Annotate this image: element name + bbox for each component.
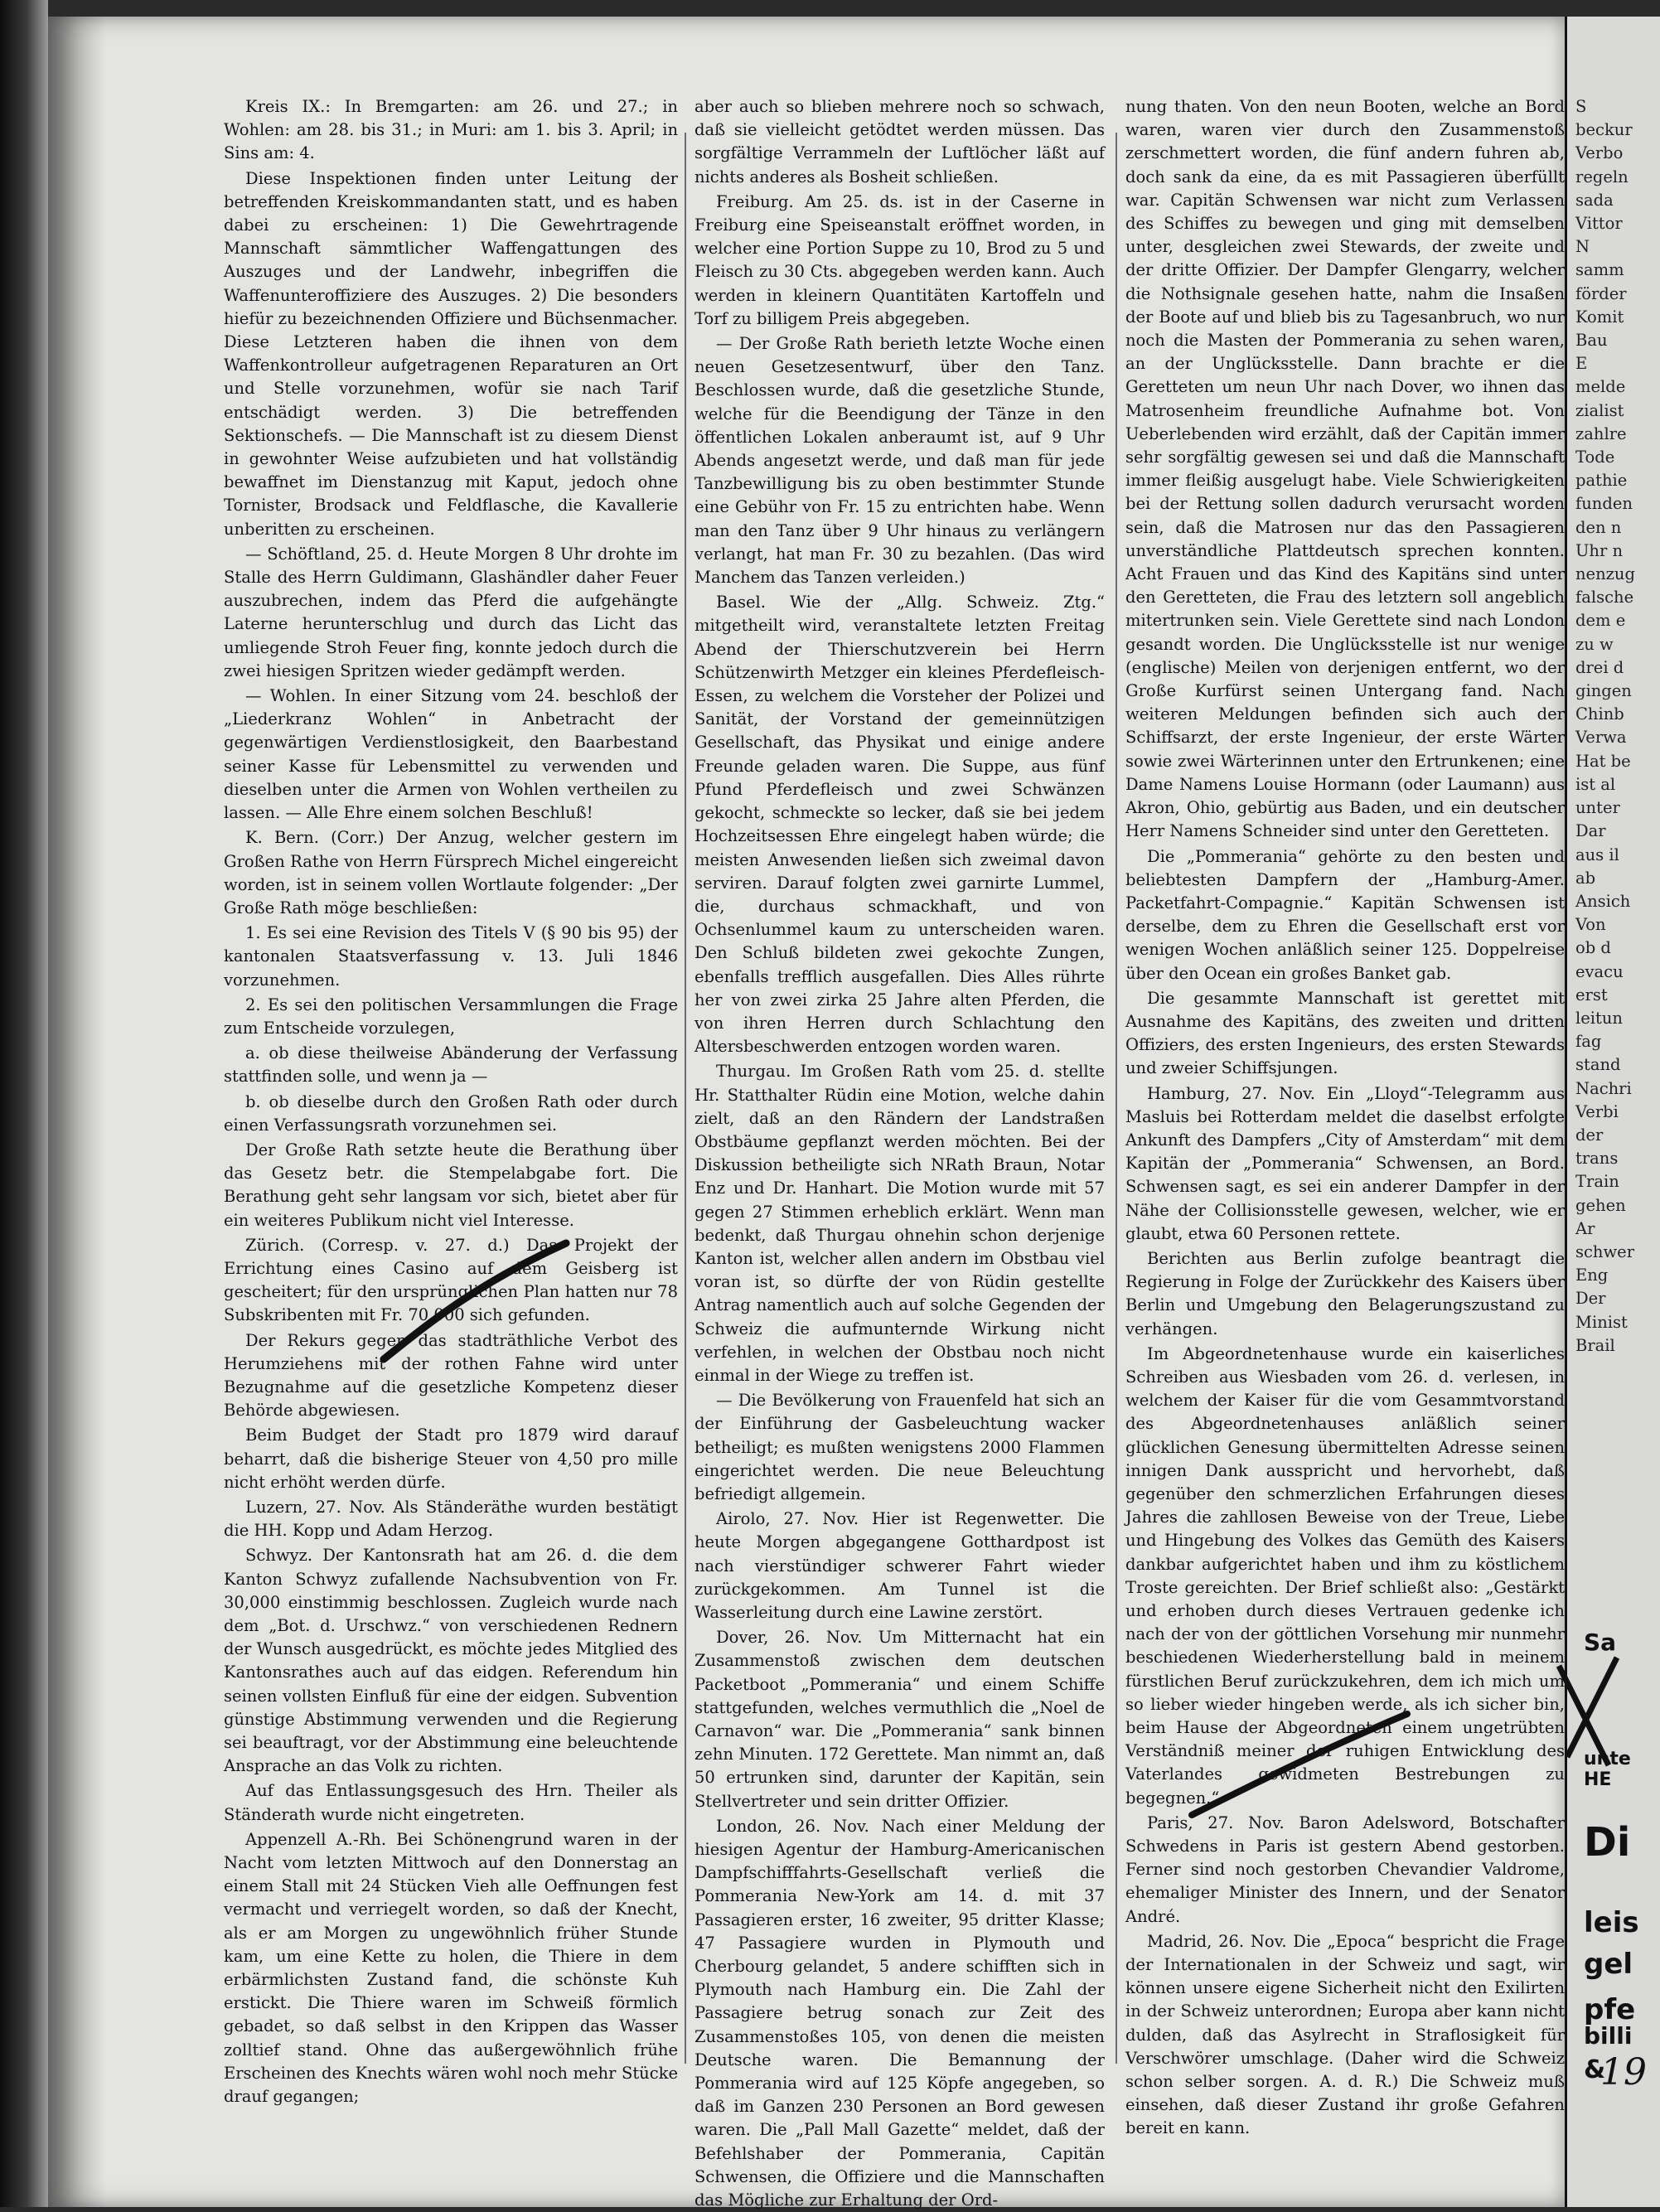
article-paragraph: Madrid, 26. Nov. Die „Epoca“ bespricht die Frage der Internationalen in der Schweiz und sagt, wir können unsere eigene Sicherheit nicht den Exilirten in der Schweiz unterordnen; Europa aber kann nicht dulden, daß das Asylrecht in Straflosigkeit für Verschwörer umschlage. (Daher wird die Schweiz schon selber sorgen. A. d. R.) Die Schweiz muß einsehen, daß dieser Zustand ihr große Gefahren bereit en kann. bbox=[1125, 1931, 1565, 2138]
article-paragraph: Luzern, 27. Nov. Als Ständeräthe wurden bestätigt die HH. Kopp und Adam Herzog. bbox=[224, 1497, 678, 1541]
article-paragraph: Kreis IX.: In Bremgarten: am 26. und 27.; in Wohlen: am 28. bis 31.; in Muri: am 1. bis 3. April; in Sins am: 4. bbox=[224, 97, 678, 163]
adjacent-text-fragment: zu w bbox=[1575, 634, 1614, 654]
adjacent-text-fragment: Dar bbox=[1575, 821, 1606, 841]
adjacent-text-fragment: leitun bbox=[1575, 1008, 1623, 1028]
adjacent-advert-fragment: & bbox=[1584, 2055, 1606, 2084]
article-paragraph: Schwyz. Der Kantonsrath hat am 26. d. die dem Kanton Schwyz zufallende Nachsubvention von Fr. 30,000 einstimmig beschlossen. Zugleich wurde nach dem „Bot. d. Urschwz.“ von verschiedenen Rednern der Wunsch ausgedrückt, es möchte jedes Mitglied des Kantonsrathes auch auf das eidgen. Referendum hin seinen vollsten Einfluß für eine der eidgen. Subvention günstige Abstimmung verwenden und die Regierung sei beauftragt, vor der Abstimmung eine beleuchtende Ansprache an das Volk zu richten. bbox=[224, 1546, 678, 1776]
article-paragraph: 1. Es sei eine Revision des Titels V (§ 90 bis 95) der kantonalen Staatsverfassung v. 13. Juli 1846 vorzunehmen. bbox=[224, 923, 678, 990]
article-paragraph: — Der Große Rath berieth letzte Woche einen neuen Gesetzesentwurf, über den Tanz. Beschlossen wurde, daß die gesetzliche Stunde, welche für die Beendigung der Tänze in den öffentlichen Lokalen anberaumt ist, auf 9 Uhr Abends angesetzt werde, und daß man für jede Tanzbewilligung bis zu oben bestimmter Stunde eine Gebühr von Fr. 15 zu entrichten habe. Wenn man den Tanz über 9 Uhr hinaus zu verlängern verlangt, hat man Fr. 30 zu bezahlen. (Das wird Manchem das Tanzen verleiden.) bbox=[694, 334, 1105, 588]
adjacent-text-fragment: Tode bbox=[1575, 448, 1615, 467]
article-paragraph: aber auch so blieben mehrere noch so schwach, daß sie vielleicht getödtet werden müssen. Das sorgfältige Verrammeln der Luftlöcher läßt auf nichts anderes als Bosheit schließen. bbox=[694, 97, 1105, 186]
adjacent-text-fragment: E bbox=[1575, 354, 1588, 374]
adjacent-text-fragment: den n bbox=[1575, 517, 1622, 537]
adjacent-text-fragment: melde bbox=[1575, 377, 1626, 397]
article-paragraph: Zürich. (Corresp. v. 27. d.) Das Projekt der Errichtung eines Casino auf dem Geisberg ist gescheitert; für den ursprünglichen Plan hatten nur 78 Subskribenten mit Fr. 70,000 sich gefunden. bbox=[224, 1235, 678, 1325]
handwritten-note: 19 bbox=[1600, 2051, 1647, 2093]
article-paragraph: Dover, 26. Nov. Um Mitternacht hat ein Zusammenstoß zwischen dem deutschen Packetboot „Pommerania“ und einem Schiffe stattgefunden, welches vermuthlich die „Noel de Carnavon“ war. Die „Pommerania“ sank binnen zehn Minuten. 172 Gerettete. Man nimmt an, daß 50 ertrunken sind, darunter der Kapitän, sein Stellvertreter und sein dritter Offizier. bbox=[694, 1628, 1105, 1811]
adjacent-text-fragment: Chinb bbox=[1575, 704, 1624, 724]
article-paragraph: Im Abgeordnetenhause wurde ein kaiserliches Schreiben aus Wiesbaden vom 26. d. verlesen, in welchem der Kaiser für die vom Gesammtvorstand des Abgeordnetenhauses anläßlich seiner glücklichen Genesung übermittelten Adresse seinen innigen Dank ausspricht und hervorhebt, daß gegenüber den schmerzlichen Erfahrungen dieses Jahres die zahllosen Beweise von der Treue, Liebe und Hingebung des Volkes das Gemüth des Kaisers dankbar aufgerichtet haben und ihm zu köstlichem Troste gereichten. Der Brief schließt also: „Gestärkt und erhoben durch dieses Vertrauen gedenke ich nach der von der göttlichen Vorsehung mir nunmehr beschiedenen Wiederherstellung bald in meinem fürstlichen Beruf zurückzukehren, dem ich mich um so lieber wieder hingeben werde, als ich sicher bin, beim Hause der Abgeordneten einem ungetrübten Verständniß meiner der ruhigen Entwicklung des Vaterlandes gewidmeten Bestrebungen zu begegnen.“ bbox=[1125, 1343, 1565, 1808]
adjacent-text-fragment: Minist bbox=[1575, 1312, 1628, 1332]
adjacent-text-fragment: Bau bbox=[1575, 331, 1608, 351]
adjacent-text-fragment: samm bbox=[1575, 260, 1624, 280]
adjacent-advert-fragment: leis bbox=[1584, 1906, 1639, 1939]
newspaper-page bbox=[48, 17, 1565, 2210]
adjacent-text-fragment: fag bbox=[1575, 1032, 1602, 1052]
adjacent-text-fragment: drei d bbox=[1575, 657, 1624, 677]
adjacent-text-fragment: Ar bbox=[1575, 1218, 1595, 1238]
article-paragraph: London, 26. Nov. Nach einer Meldung der hiesigen Agentur der Hamburg-Americanischen Dampfschifffahrts-Gesellschaft verließ die Pommerania New-York am 14. d. mit 37 Passagieren erster, 16 zweiter, 95 dritter Klasse; 47 Passagiere wurden in Plymouth und Cherbourg gelandet, 5 andere schifften sich in Plymouth nach Hamburg ein. Die Zahl der Passagiere betrug sonach zur Zeit des Zusammenstoßes 105, von denen die meisten Deutsche waren. Die Bemannung der Pommerania wird auf 125 Köpfe angegeben, so daß im Ganzen 230 Personen an Bord gewesen waren. Die „Pall Mall Gazette“ meldet, daß der Befehlshaber der Pommerania, Capitän Schwensen, die Offiziere und die Mannschaften das Mögliche zur Erhaltung der Ord- bbox=[694, 1816, 1105, 2210]
adjacent-text-fragment: Von bbox=[1575, 915, 1606, 935]
adjacent-advert-fragment: billi bbox=[1584, 2022, 1633, 2050]
adjacent-text-fragment: erst bbox=[1575, 985, 1608, 1004]
adjacent-text-fragment: dem e bbox=[1575, 611, 1626, 631]
adjacent-text-fragment: trans bbox=[1575, 1149, 1619, 1169]
adjacent-text-fragment: funden bbox=[1575, 494, 1633, 514]
adjacent-page-text bbox=[1567, 95, 1635, 1358]
column-2 bbox=[694, 95, 1105, 2210]
adjacent-text-fragment: ab bbox=[1575, 868, 1596, 888]
article-paragraph: Thurgau. Im Großen Rath vom 25. d. stellte Hr. Statthalter Rüdin eine Motion, welche dahin zielt, daß an den Rändern der Landstraßen Obstbäume gepflanzt werden möchten. Bei der Diskussion betheiligte sich NRath Braun, Notar Enz und Dr. Hanhart. Die Motion wurde mit 57 gegen 27 Stimmen erheblich erklärt. Wenn man bedenkt, daß Thurgau ohnehin schon derjenige Kanton ist, welcher allen andern im Obstbau viel voran ist, so dürfte der von Rüdin gestellte Antrag namentlich auch auf solche Gegenden der Schweiz die aufmunternde Wirkung nicht verfehlen, in welchen der Obstbau noch nicht einmal in der Wiege zu treffen ist. bbox=[694, 1062, 1105, 1385]
adjacent-text-fragment: Verwa bbox=[1575, 728, 1627, 748]
article-paragraph: Die „Pommerania“ gehörte zu den besten und beliebtesten Dampfern der „Hamburg-Amer. Packetfahrt-Compagnie.“ Kapitän Schwensen ist derselbe, dem zu Ehren die Gesellschaft erst vor wenigen Wochen anläßlich seiner 125. Doppelreise über den Ocean ein großes Banket gab. bbox=[1125, 846, 1565, 983]
adjacent-text-fragment: beckur bbox=[1575, 120, 1633, 140]
article-paragraph: Freiburg. Am 25. ds. ist in der Caserne in Freiburg eine Speiseanstalt eröffnet worden, in welcher eine Portion Suppe zu 10, Brod zu 5 und Fleisch zu 30 Cts. abgegeben werden kann. Auch werden in kleinern Quantitäten Kartoffeln und Torf zu billigem Preis abgegeben. bbox=[694, 191, 1105, 328]
adjacent-text-fragment: sada bbox=[1575, 190, 1614, 210]
article-paragraph: Berichten aus Berlin zufolge beantragt die Regierung in Folge der Zurückkehr des Kaisers über Berlin und Umgebung den Belagerungszustand zu verhängen. bbox=[1125, 1248, 1565, 1338]
adjacent-advert-fragment: pfe bbox=[1584, 1993, 1636, 2026]
article-paragraph: a. ob diese theilweise Abänderung der Verfassung stattfinden solle, und wenn ja — bbox=[224, 1043, 678, 1087]
column-3 bbox=[1125, 95, 1565, 2138]
article-paragraph: b. ob dieselbe durch den Großen Rath oder durch einen Verfassungsrath vorzunehmen sei. bbox=[224, 1091, 678, 1135]
article-paragraph: Hamburg, 27. Nov. Ein „Lloyd“-Telegramm aus Masluis bei Rotterdam meldet die daselbst erfolgte Ankunft des Dampfers „City of Amsterdam“ mit dem Kapitän der „Pommerania“ Schwensen, an Bord. Schwensen sagt, es sei ein anderer Dampfer in der Nähe der Collisionsstelle gewesen, welcher, wie er glaubt, etwa 60 Personen rettete. bbox=[1125, 1083, 1565, 1243]
adjacent-advert-fragment: unte bbox=[1584, 1749, 1631, 1769]
adjacent-text-fragment: der bbox=[1575, 1125, 1604, 1145]
adjacent-advert-fragment: Di bbox=[1584, 1819, 1631, 1866]
column-rule bbox=[1116, 133, 1117, 2064]
article-paragraph: nung thaten. Von den neun Booten, welche an Bord waren, waren vier durch den Zusammenstoß zerschmettert worden, die fünf andern fuhren ab, doch sank da eine, da es mit Passagieren überfüllt war. Capitän Schwensen war nicht zum Verlassen des Schiffes zu bewegen und ging mit demselben unter, desgleichen zwei Stewards, der zweite und der dritte Offizier. Der Dampfer Glengarry, welcher die Nothsignale gesehen hatte, nahm die Insaßen der Boote auf und blieb bis zu Tagesanbruch, wo nur noch die Masten der Pommerania zu sehen waren, an der Unglücksstelle. Dann brachte er die Geretteten um neun Uhr nach Dover, wo ihnen das Matrosenheim freundliche Aufnahme bot. Von Ueberlebenden wird erzählt, daß der Capitän immer sehr sorgfältig gewesen sei und daß die Mannschaft immer fleißig ausgelugt habe. Viele Schwierigkeiten bei der Rettung sollen dadurch verursacht worden sein, daß die Matrosen nur das den Passagieren unverständliche Plattdeutsch sprechen konnten. Acht Frauen und das Kind des Kapitäns sind unter den Geretteten, die Frau des letztern soll angeblich mitertrunken sein. Viele Gerettete sind nach London gesandt worden. Die Unglücksstelle ist nur wenige (englische) Meilen von derjenigen entfernt, wo der Große Kurfürst seinen Untergang fand. Nach weiteren Meldungen befinden sich auch der Schiffsarzt, der erste Ingenieur, der erste Wärter sowie zwei Wärterinnen unter den Ertrunkenen; eine Dame Namens Louise Hormann (oder Laumann) aus Akron, Ohio, gebürtig aus Baden, und ein deutscher Herr Namens Schneider sind unter den Geretteten. bbox=[1125, 97, 1565, 841]
adjacent-text-fragment: Eng bbox=[1575, 1266, 1609, 1285]
adjacent-text-fragment: Hat be bbox=[1575, 751, 1631, 771]
adjacent-text-fragment: Brail bbox=[1575, 1335, 1615, 1355]
adjacent-text-fragment: Verbi bbox=[1575, 1101, 1619, 1121]
adjacent-text-fragment: zahlre bbox=[1575, 424, 1627, 443]
adjacent-page-edge bbox=[1565, 17, 1660, 2207]
adjacent-text-fragment: S bbox=[1575, 97, 1587, 116]
adjacent-text-fragment: förder bbox=[1575, 283, 1627, 303]
article-paragraph: Beim Budget der Stadt pro 1879 wird darauf beharrt, daß die bisherige Steuer von 4,50 pro mille nicht erhöht werden dürfe. bbox=[224, 1425, 678, 1492]
adjacent-text-fragment: regeln bbox=[1575, 167, 1629, 186]
adjacent-text-fragment: Vittor bbox=[1575, 214, 1623, 234]
article-paragraph: Der Große Rath setzte heute die Berathung über das Gesetz betr. die Stempelabgabe fort. Die Berathung geht sehr langsam vor sich, bietet aber für ein weiteres Publikum nicht viel Interesse. bbox=[224, 1140, 678, 1230]
article-paragraph: K. Bern. (Corr.) Der Anzug, welcher gestern im Großen Rathe von Herrn Fürsprech Michel eingereicht worden, ist in seinem vollen Wortlaute folgender: „Der Große Rath möge beschließen: bbox=[224, 828, 678, 917]
adjacent-text-fragment: gehen bbox=[1575, 1195, 1626, 1215]
article-paragraph: Airolo, 27. Nov. Hier ist Regenwetter. Die heute Morgen abgegangene Gotthardpost ist nach vierstündiger schwerer Fahrt wieder zurückgekommen. Am Tunnel ist die Wasserleitung durch eine Lawine zerstört. bbox=[694, 1509, 1105, 1622]
article-paragraph: — Schöftland, 25. d. Heute Morgen 8 Uhr drohte im Stalle des Herrn Guldimann, Glashändler daher Feuer auszubrechen, indem das Pferd die aufgehängte Laterne herunterschlug und durch das Licht das umliegende Stroh Feuer fing, konnte jedoch durch die zwei hiesigen Spritzen wieder gedämpft werden. bbox=[224, 544, 678, 680]
article-paragraph: — Die Bevölkerung von Frauenfeld hat sich an der Einführung der Gasbeleuchtung wacker betheiligt; es mußten wenigstens 2000 Flammen eingerichtet werden. Die neue Beleuchtung befriedigt allgemein. bbox=[694, 1391, 1105, 1503]
adjacent-text-fragment: gingen bbox=[1575, 681, 1632, 701]
adjacent-text-fragment: Komit bbox=[1575, 307, 1624, 327]
adjacent-text-fragment: stand bbox=[1575, 1055, 1621, 1075]
article-paragraph: 2. Es sei den politischen Versammlungen die Frage zum Entscheide vorzulegen, bbox=[224, 995, 678, 1038]
adjacent-text-fragment: Uhr n bbox=[1575, 540, 1624, 560]
adjacent-advert-fragment: Sa bbox=[1584, 1629, 1617, 1656]
article-paragraph: Auf das Entlassungsgesuch des Hrn. Theiler als Ständerath wurde nicht eingetreten. bbox=[224, 1781, 678, 1824]
column-1 bbox=[224, 95, 678, 2107]
article-paragraph: — Wohlen. In einer Sitzung vom 24. beschloß der „Liederkranz Wohlen“ in Anbetracht der gegenwärtigen Verdienstlosigkeit, den Baarbestand seiner Kasse für Lebensmittel zu verwenden und dieselben unter die Armen von Wohlen vertheilen zu lassen. — Alle Ehre einem solchen Beschluß! bbox=[224, 686, 678, 823]
adjacent-advert-fragment: HE bbox=[1584, 1769, 1612, 1790]
adjacent-text-fragment: pathie bbox=[1575, 471, 1628, 491]
adjacent-text-fragment: schwer bbox=[1575, 1242, 1635, 1261]
adjacent-text-fragment: Nachri bbox=[1575, 1078, 1632, 1098]
book-binding bbox=[0, 0, 48, 2207]
article-paragraph: Die gesammte Mannschaft ist gerettet mit Ausnahme des Kapitäns, des zweiten und dritten Offiziers, des ersten Ingenieurs, des ersten Stewards und zweier Schiffsjungen. bbox=[1125, 988, 1565, 1078]
adjacent-text-fragment: ist al bbox=[1575, 774, 1616, 794]
adjacent-advert-fragment: gel bbox=[1584, 1948, 1633, 1981]
adjacent-text-fragment: ob d bbox=[1575, 938, 1611, 958]
adjacent-text-fragment: Ansich bbox=[1575, 891, 1631, 911]
adjacent-text-fragment: evacu bbox=[1575, 961, 1624, 981]
article-paragraph: Diese Inspektionen finden unter Leitung der betreffenden Kreiskommandanten statt, und es haben dabei zu erscheinen: 1) Die Gewehrtragende Mannschaft sämmtlicher Waffengattungen des Auszuges und der Landwehr, inbegriffen die Waffenunteroffiziere des Auszuges. 2) Die besonders hiefür zu bezeichnenden Offiziere und Büchsenmacher. Diese Letzteren haben die ihnen von dem Waffenkontrolleur aufgetragenen Reparaturen an Ort und Stelle vorzunehmen, wofür sie nach Tarif entschädigt werden. 3) Die betreffenden Sektionschefs. — Die Mannschaft ist zu diesem Dienst in gewohnter Weise aufzubieten und hat vollständig bewaffnet im Dienstanzug mit Kaput, jedoch ohne Tornister, Brodsack und Feldflasche, die Kavallerie unberitten zu erscheinen. bbox=[224, 168, 678, 539]
article-paragraph: Der Rekurs gegen das stadträthliche Verbot des Herumziehens mit der rothen Fahne wird unter Bezugnahme auf die gesetzliche Kompetenz dieser Behörde abgewiesen. bbox=[224, 1330, 678, 1421]
adjacent-text-fragment: Verbo bbox=[1575, 143, 1624, 163]
adjacent-text-fragment: falsche bbox=[1575, 588, 1634, 607]
adjacent-text-fragment: N bbox=[1575, 237, 1590, 257]
adjacent-text-fragment: aus il bbox=[1575, 845, 1619, 864]
column-rule bbox=[685, 133, 686, 2064]
adjacent-text-fragment: zialist bbox=[1575, 400, 1624, 420]
adjacent-text-fragment: Train bbox=[1575, 1172, 1619, 1192]
article-paragraph: Basel. Wie der „Allg. Schweiz. Ztg.“ mitgetheilt wird, veranstaltete letzten Freitag Abend der Thierschutzverein bei Herrn Schützenwirth Metzger ein kleines Pferdefleisch-Essen, zu welchem die Vorsteher der Polizei und Sanität, der Vorstand der gemeinnützigen Gesellschaft, das Physikat und einige andere Freunde geladen waren. Die Suppe, aus fünf Pfund Pferdefleisch und zwei Schwänzen gekocht, schmeckte so lecker, daß sie bei jedem Hochzeitsessen Ehre eingelegt haben würde; die meisten Anwesenden ließen sich zweimal davon serviren. Darauf folgten zwei garnirte Lummel, die, durchaus schmackhaft, und von Ochsenlummel kaum zu unterscheiden waren. Den Schluß bildeten zwei gekochte Zungen, ebenfalls trefflich ausgefallen. Dies Alles rührte her von zwei zirka 25 Jahre alten Pferden, die von ihren Herren durch Schlachtung den Altersbeschwerden entzogen worden waren. bbox=[694, 593, 1105, 1057]
adjacent-text-fragment: unter bbox=[1575, 798, 1620, 818]
adjacent-text-fragment: nenzug bbox=[1575, 564, 1635, 584]
article-paragraph: Paris, 27. Nov. Baron Adelsword, Botschafter Schwedens in Paris ist gestern Abend gestorben. Ferner sind noch gestorben Chevandier Valdrome, ehemaliger Minister des Innern, und der Senator André. bbox=[1125, 1813, 1565, 1926]
adjacent-text-fragment: Der bbox=[1575, 1289, 1606, 1309]
article-paragraph: Appenzell A.-Rh. Bei Schönengrund waren in der Nacht vom letzten Mittwoch auf den Donnerstag an einem Stall mit 24 Stücken Vieh alle Oeffnungen fest vermacht und verriegelt worden, so daß der Knecht, als er am Morgen zu ungewöhnlich früher Stunde kam, um eine Kette zu holen, die Thiere in dem erbärmlichsten Zustand fand, die schönste Kuh erstickt. Die Thiere waren im Schweiß förmlich gebadet, so daß selbst in den Krippen das Wasser zolltief stand. Ohne das außergewöhnlich frühe Erscheinen des Knechts wären wohl noch mehr Stücke drauf gegangen; bbox=[224, 1829, 678, 2107]
